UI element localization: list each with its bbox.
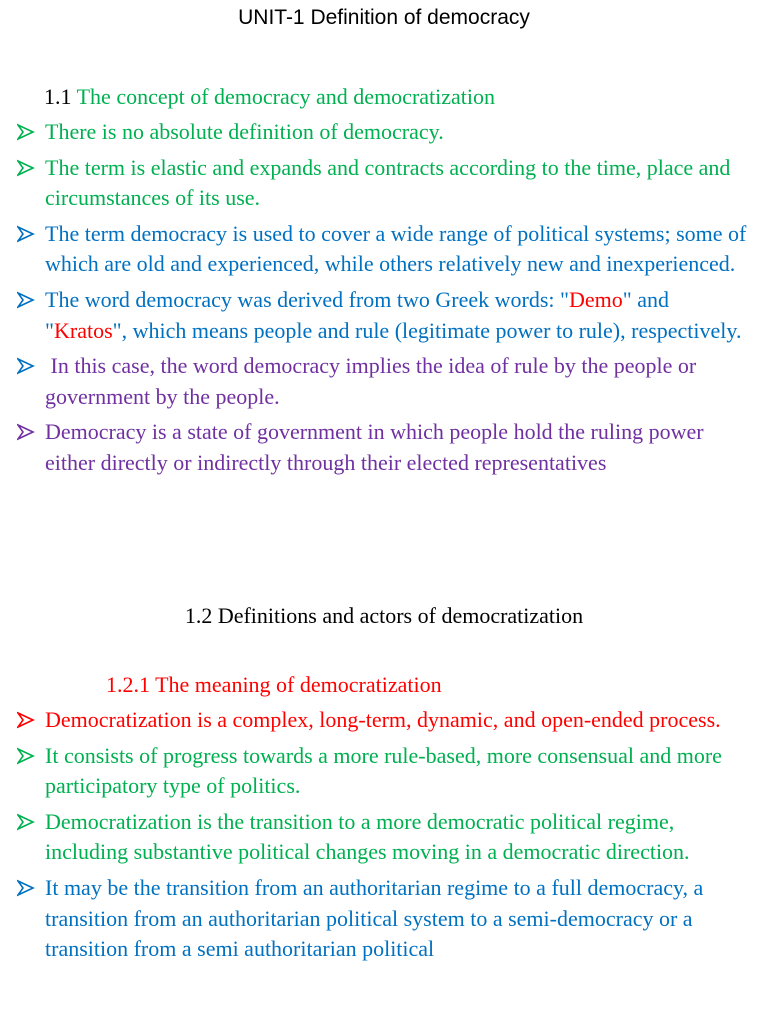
bullet-list-1-2-1 [0,705,768,970]
list-item [0,705,768,736]
bullet-text: It may be the transition from an authoritarian regime to a full democracy, a transition from an authoritarian political system to a semi-democracy or a transition from a semi authoritarian political [45,874,704,962]
list-item [0,417,768,478]
list-item [0,351,768,412]
greek-word-kratos: Kratos [53,317,113,343]
section-1-1-title: The concept of democracy and democratization [76,84,496,109]
page-title: UNIT-1 Definition of democracy [238,6,530,29]
bullet-text: There is no absolute definition of democracy. [45,119,444,144]
list-item [0,873,768,965]
bullet-text: Democratization is the transition to a more democratic political regime, including substantive political changes moving in a democratic direction. [45,808,690,865]
arrowhead-bullet-icon [17,417,35,447]
bullet-text: The term is elastic and expands and contracts according to the time, place and circumstances of its use. [45,154,731,211]
list-item [0,117,768,148]
list-item [0,219,768,280]
arrowhead-bullet-icon [17,219,35,249]
bullet-text: In this case, the word democracy implies the idea of rule by the people or government by the people. [45,353,702,409]
arrowhead-bullet-icon [17,285,35,315]
greek-word-demo: Demo [568,286,623,312]
bullet-text: It consists of progress towards a more rule-based, more consensual and more participatory type of politics. [45,742,722,799]
list-item [0,153,768,214]
arrowhead-bullet-icon [17,873,35,903]
list-item [0,807,768,868]
section-1-2-1-heading: 1.2.1 The meaning of democratization [106,672,442,697]
bullet-text: The term democracy is used to cover a wide range of political systems; some of which are old and experienced, while others relatively new and inexperienced. [45,220,747,277]
list-item [0,285,768,346]
bullet-list-1-1 [0,117,768,484]
arrowhead-bullet-icon [17,117,35,147]
bullet-text-part: ", which means people and rule (legitimate power to rule), respectively. [112,317,742,343]
bullet-text: Democracy is a state of government in which people hold the ruling power either directly or indirectly through their elected representatives [45,419,704,475]
bullet-text: Democratization is a complex, long-term, dynamic, and open-ended process. [45,707,721,732]
arrowhead-bullet-icon [17,741,35,771]
arrowhead-bullet-icon [17,153,35,183]
section-1-1-number: 1.1 [44,84,72,109]
section-1-2-heading: 1.2 Definitions and actors of democratization [184,603,584,628]
bullet-text-part: " and " [45,286,669,343]
list-item [0,741,768,802]
bullet-text-part: The word democracy was derived from two Greek words: " [45,286,569,312]
section-1-1-heading [44,82,495,112]
arrowhead-bullet-icon [17,351,35,381]
arrowhead-bullet-icon [17,705,35,735]
arrowhead-bullet-icon [17,807,35,837]
